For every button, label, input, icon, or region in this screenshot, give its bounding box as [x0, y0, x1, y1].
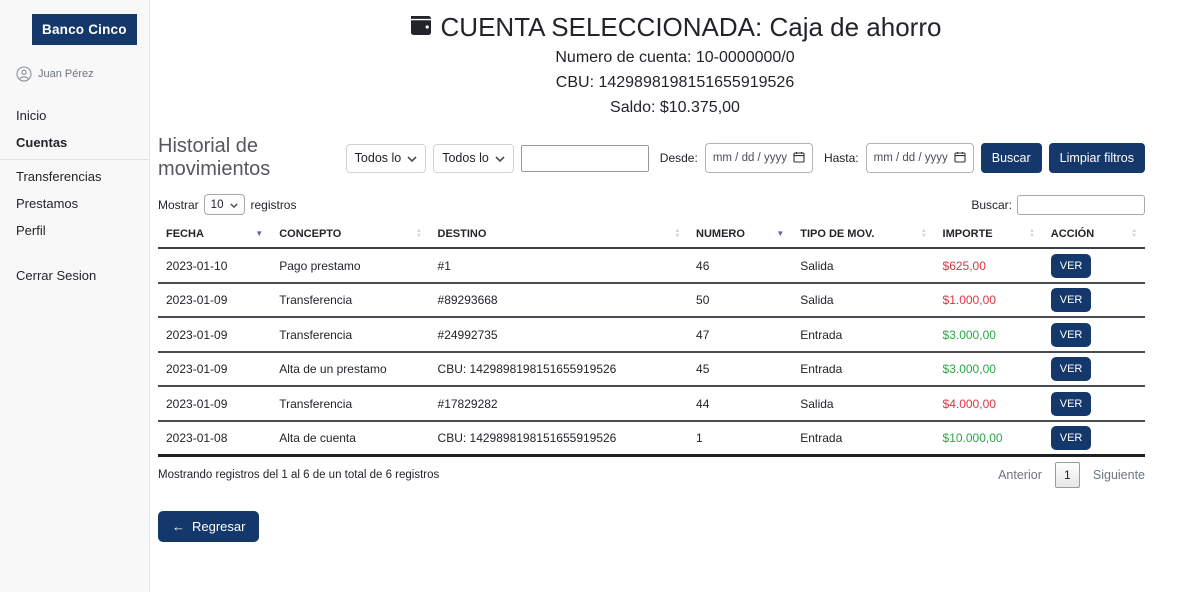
limpiar-filtros-button[interactable]: Limpiar filtros: [1049, 143, 1145, 173]
cell-fecha: 2023-01-09: [158, 317, 271, 352]
desde-date-input[interactable]: [705, 143, 813, 173]
cell-concepto: Transferencia: [271, 386, 429, 421]
cell-accion: [1043, 248, 1145, 283]
user-info: [16, 66, 149, 82]
sort-icon: [255, 230, 263, 238]
pager: [998, 462, 1145, 488]
regresar-button[interactable]: [158, 511, 259, 542]
cell-tipo: Entrada: [792, 352, 934, 387]
cell-numero: 47: [688, 317, 792, 352]
table-row: [158, 386, 1145, 421]
movements-header-row: [158, 222, 1145, 248]
filter-controls: [346, 143, 1145, 173]
anterior-button[interactable]: Anterior: [998, 467, 1042, 482]
main-content: [150, 0, 1200, 592]
cell-numero: 45: [688, 352, 792, 387]
cell-numero: 44: [688, 386, 792, 421]
wallet-icon: [409, 12, 434, 43]
ver-button[interactable]: VER: [1051, 288, 1092, 312]
page-title-text: CUENTA SELECCIONADA: Caja de ahorro: [440, 12, 942, 42]
hasta-date-placeholder: mm / dd / yyyy: [873, 152, 948, 165]
column-label: CONCEPTO: [279, 228, 342, 241]
cell-numero: 50: [688, 283, 792, 318]
sidebar-item-inicio[interactable]: Inicio: [16, 108, 47, 123]
column-header-accion[interactable]: [1043, 222, 1145, 248]
buscar-button[interactable]: Buscar: [981, 143, 1042, 173]
type-filter-value: Todos lo: [442, 151, 489, 166]
ver-button[interactable]: VER: [1051, 254, 1092, 278]
ver-button[interactable]: VER: [1051, 426, 1092, 450]
bank-logo[interactable]: Banco Cinco: [32, 14, 137, 45]
calendar-icon: [954, 151, 966, 166]
concept-filter-value: Todos lo: [354, 151, 402, 166]
hasta-date-input[interactable]: [866, 143, 974, 173]
movements-section: [158, 135, 1145, 542]
sort-icon: [416, 229, 421, 239]
cell-importe: $625,00: [935, 248, 1043, 283]
cell-tipo: Salida: [792, 386, 934, 421]
account-header: [150, 0, 1200, 118]
sidebar-item-cerrar-sesion[interactable]: Cerrar Sesion: [16, 268, 97, 283]
cell-numero: 46: [688, 248, 792, 283]
sort-icon: [921, 229, 926, 239]
page-title: [150, 12, 1200, 43]
desde-label: Desde:: [659, 151, 698, 166]
table-search-label: Buscar:: [971, 197, 1012, 212]
calendar-icon: [793, 151, 805, 166]
left-arrow-icon: ←: [172, 518, 185, 534]
filter-row: [158, 135, 1145, 181]
movements-table-body: [158, 248, 1145, 455]
person-icon: [16, 66, 32, 82]
column-label: TIPO DE MOV.: [800, 228, 875, 241]
column-label: IMPORTE: [942, 228, 993, 241]
cell-concepto: Alta de cuenta: [271, 421, 429, 456]
desde-date-placeholder: mm / dd / yyyy: [712, 152, 787, 165]
page-number-button[interactable]: 1: [1055, 462, 1080, 488]
cell-tipo: Entrada: [792, 421, 934, 456]
records-summary: Mostrando registros del 1 al 6 de un total de 6 registros: [158, 468, 440, 481]
cell-destino: #24992735: [430, 317, 689, 352]
column-header-importe[interactable]: [935, 222, 1043, 248]
cell-accion: [1043, 421, 1145, 456]
page-size-select[interactable]: [204, 194, 246, 215]
sidebar-nav: [0, 102, 149, 244]
concept-filter-select[interactable]: [346, 144, 427, 173]
ver-button[interactable]: VER: [1051, 323, 1092, 347]
column-header-concepto[interactable]: [271, 222, 429, 248]
sort-icon: [776, 230, 784, 238]
registros-label: registros: [250, 197, 297, 212]
column-header-tipo-de-mov[interactable]: [792, 222, 934, 248]
sidebar: [0, 0, 150, 592]
cell-concepto: Transferencia: [271, 283, 429, 318]
type-filter-select[interactable]: [433, 144, 514, 173]
cell-accion: [1043, 352, 1145, 387]
cell-concepto: Pago prestamo: [271, 248, 429, 283]
ver-button[interactable]: VER: [1051, 357, 1092, 381]
sort-icon: [675, 229, 680, 239]
sidebar-item-cuentas[interactable]: Cuentas: [16, 135, 68, 150]
cell-importe: $1.000,00: [935, 283, 1043, 318]
cell-importe: $3.000,00: [935, 352, 1043, 387]
cell-importe: $4.000,00: [935, 386, 1043, 421]
cbu-line: CBU: 1429898198151655919526: [555, 74, 795, 92]
cell-tipo: Salida: [792, 248, 934, 283]
cell-fecha: 2023-01-10: [158, 248, 271, 283]
siguiente-button[interactable]: Siguiente: [1092, 467, 1145, 482]
cell-destino: CBU: 1429898198151655919526: [430, 421, 689, 456]
movements-table: [158, 222, 1145, 457]
sort-icon: [1132, 229, 1137, 239]
column-label: DESTINO: [437, 228, 487, 241]
chevron-down-icon: [230, 199, 238, 211]
cell-destino: #89293668: [430, 283, 689, 318]
cell-concepto: Transferencia: [271, 317, 429, 352]
section-title: Historial de movimientos: [158, 135, 271, 181]
cell-tipo: Salida: [792, 283, 934, 318]
column-label: NUMERO: [696, 228, 745, 241]
column-label: FECHA: [166, 228, 204, 241]
sidebar-item-perfil[interactable]: Perfil: [16, 223, 46, 238]
table-controls-row: [158, 194, 1145, 215]
cell-accion: [1043, 317, 1145, 352]
mostrar-label: Mostrar: [158, 197, 199, 212]
column-header-destino[interactable]: [430, 222, 689, 248]
page-size-value: 10: [210, 198, 224, 211]
hasta-label: Hasta:: [823, 151, 859, 166]
cell-importe: $10.000,00: [935, 421, 1043, 456]
cell-fecha: 2023-01-08: [158, 421, 271, 456]
chevron-down-icon: [407, 151, 417, 165]
table-search-control: [971, 195, 1145, 215]
column-header-fecha[interactable]: [158, 222, 271, 248]
saldo-line: Saldo: $10.375,00: [610, 99, 740, 117]
user-name: Juan Pérez: [38, 68, 94, 80]
sidebar-item-prestamos[interactable]: Prestamos: [16, 196, 79, 211]
table-row: [158, 421, 1145, 456]
filter-text-input[interactable]: [521, 145, 649, 172]
cell-destino: CBU: 1429898198151655919526: [430, 352, 689, 387]
cell-accion: [1043, 283, 1145, 318]
table-row: [158, 317, 1145, 352]
table-row: [158, 248, 1145, 283]
chevron-down-icon: [495, 151, 505, 165]
page-size-control: [158, 194, 296, 215]
table-row: [158, 352, 1145, 387]
cell-numero: 1: [688, 421, 792, 456]
cell-fecha: 2023-01-09: [158, 352, 271, 387]
pagination-row: [158, 462, 1145, 488]
column-header-numero[interactable]: [688, 222, 792, 248]
regresar-label: Regresar: [192, 518, 246, 534]
cell-importe: $3.000,00: [935, 317, 1043, 352]
sidebar-divider: [0, 159, 149, 160]
cell-destino: #1: [430, 248, 689, 283]
cell-accion: [1043, 386, 1145, 421]
sort-icon: [1029, 229, 1034, 239]
cell-destino: #17829282: [430, 386, 689, 421]
account-number-line: Numero de cuenta: 10-0000000/0: [555, 49, 795, 66]
sidebar-item-transferencias[interactable]: Transferencias: [16, 169, 102, 184]
cell-tipo: Entrada: [792, 317, 934, 352]
column-label: ACCIÓN: [1050, 228, 1095, 241]
table-search-input[interactable]: [1017, 195, 1145, 215]
ver-button[interactable]: VER: [1051, 392, 1092, 416]
cell-concepto: Alta de un prestamo: [271, 352, 429, 387]
table-row: [158, 283, 1145, 318]
cell-fecha: 2023-01-09: [158, 283, 271, 318]
cell-fecha: 2023-01-09: [158, 386, 271, 421]
